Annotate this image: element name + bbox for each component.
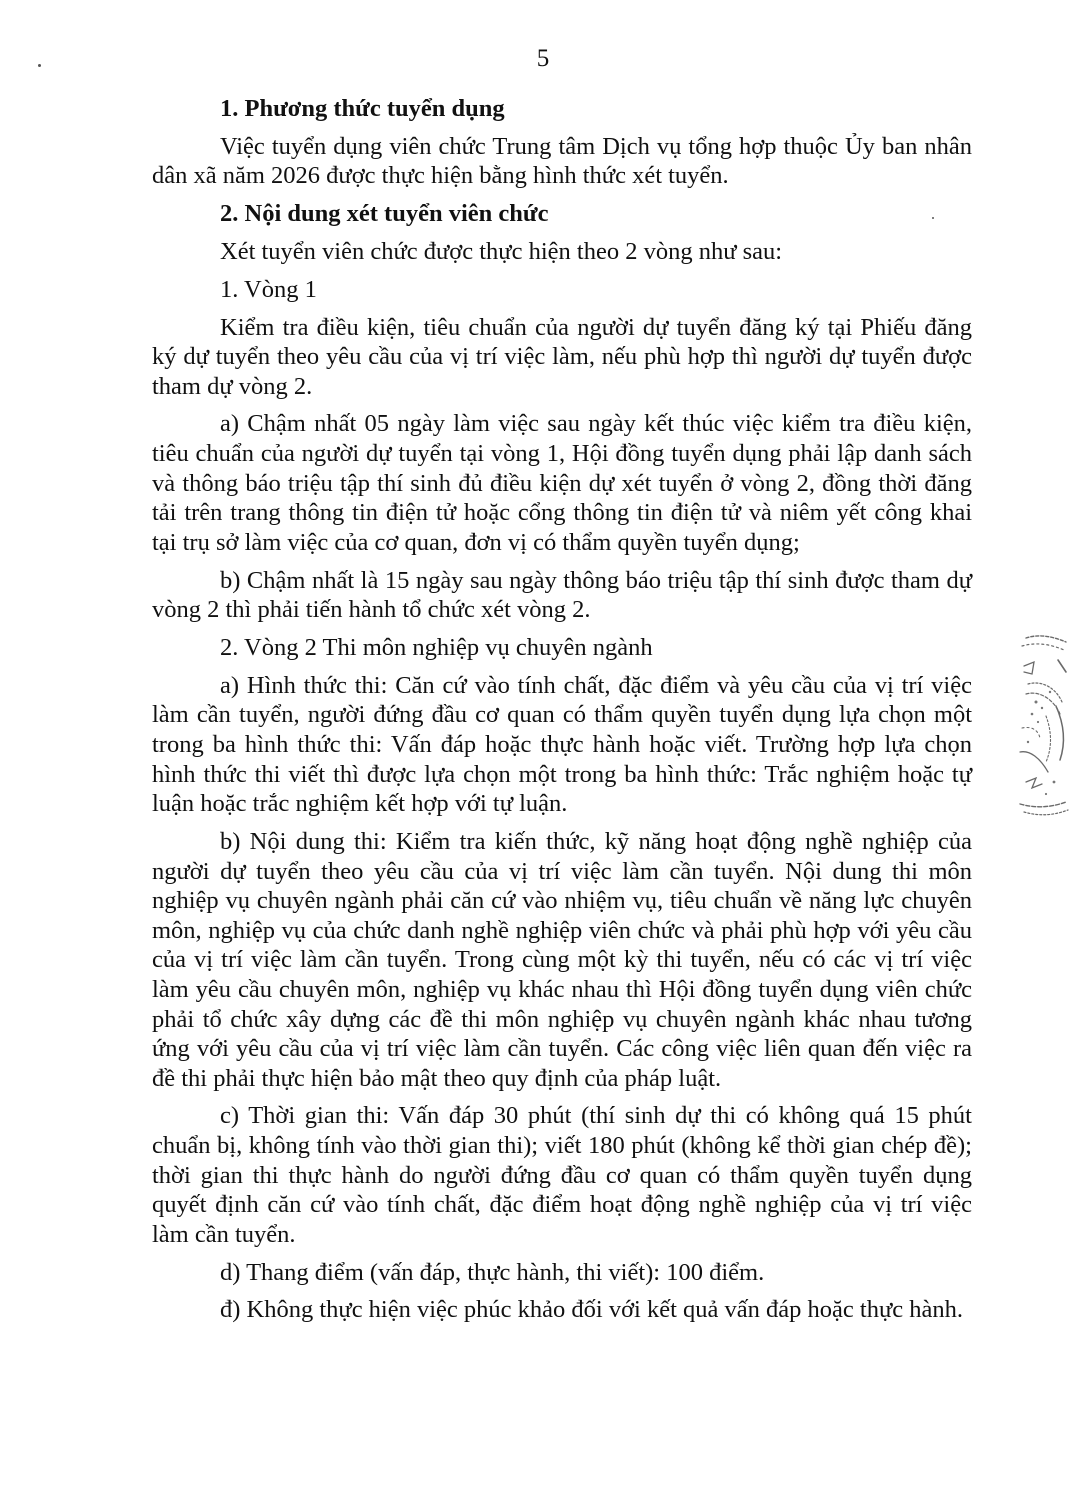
heading-recruitment-method: 1. Phương thức tuyển dụng: [220, 95, 505, 122]
paragraph: đ) Không thực hiện việc phúc khảo đối với kết quả vấn đáp hoặc thực hành.: [220, 1296, 964, 1324]
paragraph: Xét tuyển viên chức được thực hiện theo 2 vòng như sau:: [220, 237, 783, 265]
paragraph: a) Chậm nhất 05 ngày làm việc sau ngày kết thúc việc kiểm tra điều kiện, tiêu chuẩn của người dự tuyển tại vòng 1, Hội đồng tuyển dụng phải lập danh sách và thông báo triệu tập thí sinh đủ điều kiện dự xét tuyển ở vòng 2, đồng thời đăng tải trên trang thông tin điện tử hoặc cổng thông tin điện tử và niêm yết công khai tại trụ sở làm việc của cơ quan, đơn vị có thẩm quyền tuyển dụng;: [152, 410, 972, 556]
paragraph: Kiểm tra điều kiện, tiêu chuẩn của người dự tuyển đăng ký tại Phiếu đăng ký dự tuyển theo yêu cầu của vị trí việc làm, nếu phù hợp thì người dự tuyển được tham dự vòng 2.: [152, 313, 972, 400]
paragraph: b) Nội dung thi: Kiểm tra kiến thức, kỹ năng hoạt động nghề nghiệp của người dự tuyển theo yêu cầu của vị trí việc làm cần tuyển. Nội dung thi môn nghiệp vụ chuyên ngành phải căn cứ vào nhiệm vụ, tiêu chuẩn về năng lực chuyên môn, nghiệp vụ của chức danh nghề nghiệp viên chức và phải phù hợp với yêu cầu của vị trí việc làm cần tuyển. Trong cùng một kỳ thi tuyển, nếu có các vị trí việc làm yêu cầu chuyên môn, nghiệp vụ khác nhau thì Hội đồng tuyển dụng viên chức phải tổ chức xây dựng các đề thi môn nghiệp vụ chuyên ngành khác nhau tương ứng với yêu cầu của vị trí việc làm cần tuyển. Các công việc liên quan đến việc ra đề thi phải thực hiện bảo mật theo quy định của pháp luật.: [152, 827, 972, 1092]
partial-seal-stamp-icon: [1016, 632, 1072, 820]
heading-selection-content: 2. Nội dung xét tuyển viên chức: [220, 200, 549, 228]
paragraph: b) Chậm nhất là 15 ngày sau ngày thông báo triệu tập thí sinh được tham dự vòng 2 thì phải tiến hành tổ chức xét vòng 2.: [152, 566, 972, 624]
paragraph: Việc tuyển dụng viên chức Trung tâm Dịch vụ tổng hợp thuộc Ủy ban nhân dân xã năm 2026 được thực hiện bằng hình thức xét tuyển.: [152, 132, 972, 190]
paragraph: c) Thời gian thi: Vấn đáp 30 phút (thí sinh dự thi có không quá 15 phút chuẩn bị, không tính vào thời gian thi); viết 180 phút (không kể thời gian chép đề); thời gian thi thực hành do người đứng đầu cơ quan có thẩm quyền tuyển dụng quyết định căn cứ vào tính chất, đặc điểm hoạt động nghề nghiệp của vị trí việc làm cần tuyển.: [152, 1102, 972, 1248]
paragraph: a) Hình thức thi: Căn cứ vào tính chất, đặc điểm và yêu cầu của vị trí việc làm cần tuyển, người đứng đầu cơ quan có thẩm quyền tuyển dụng lựa chọn một trong ba hình thức thi: Vấn đáp hoặc thực hành hoặc viết. Trường hợp lựa chọn hình thức thi viết thì được lựa chọn một trong ba hình thức: Trắc nghiệm hoặc tự luận hoặc trắc nghiệm kết hợp với tự luận.: [152, 671, 972, 818]
paragraph: d) Thang điểm (vấn đáp, thực hành, thi viết): 100 điểm.: [220, 1258, 765, 1286]
page-number: 5: [536, 45, 550, 72]
subheading-round-2: 2. Vòng 2 Thi môn nghiệp vụ chuyên ngành: [220, 634, 653, 661]
document-body: [152, 94, 972, 1325]
subheading-round-1: 1. Vòng 1: [220, 275, 317, 303]
